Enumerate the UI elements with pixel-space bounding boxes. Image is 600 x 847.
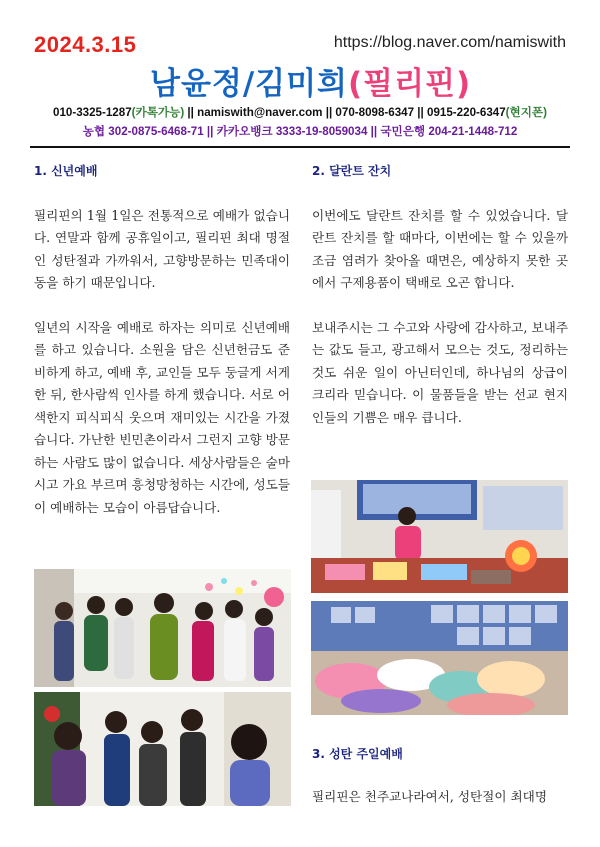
photo-donated-goods-table	[311, 480, 568, 593]
section-heading-christmas-service: 3. 성탄 주일예배	[312, 747, 403, 761]
section1-paragraph-2: 일년의 시작을 예배로 하자는 의미로 신년예배를 하고 있습니다. 소원을 담은 신년헌금도 준비하게 하고, 예배 후, 교인들 모두 둥글게 서게 한 뒤, 한사람씩 인사를 하게 했습니다. 서로 어색한지 피식피식 웃으며 재미있는 시간을 가졌습니다. 가난한 빈민촌이라서 그런지 고향 방문하는 사람도 많이 없습니다. 세상사람들은 술마시고 가요 부르며 흥청망청하는 시간에, 성도들이 예배하는 모습이 아름답습니다.	[34, 319, 290, 515]
section-heading-new-year-service: 1. 신년예배	[34, 164, 98, 178]
section3-paragraph-1: 필리핀은 천주교나라여서, 성탄절이 최대명	[312, 789, 547, 804]
section-heading-talent-party: 2. 달란트 잔치	[312, 164, 392, 178]
missionary-names-title	[150, 58, 471, 103]
left-column	[34, 156, 290, 541]
right-column	[312, 156, 568, 451]
separator: ||	[322, 106, 336, 119]
phone-local-note: (현지폰)	[505, 106, 547, 119]
bank-accounts-line: 농협 302-0875-6468-71 || 카카오뱅크 3333-19-8059034 || 국민은행 204-21-1448-712	[82, 125, 518, 138]
email-address[interactable]: namiswith@naver.com	[197, 106, 323, 119]
separator: ||	[184, 106, 198, 119]
photo-clothes-donations	[311, 601, 568, 715]
section2-paragraph-1: 이번에도 달란트 잔치를 할 수 있었습니다. 달란트 잔치를 할 때마다, 이번에는 할 수 있을까 조금 염려가 찾아올 때면은, 예상하지 못한 곳에서 구제용품이 택배로 오곤 합니다.	[312, 207, 568, 290]
country-text: (필리핀)	[348, 66, 472, 102]
phone-primary: 010-3325-1287	[53, 106, 132, 119]
names-text: 남윤정/김미희	[150, 66, 348, 102]
newsletter-date: 2024.3.15	[34, 32, 137, 57]
photo-greeting-line	[34, 692, 291, 806]
blog-url[interactable]: https://blog.naver.com/namiswith	[333, 34, 566, 51]
phone-local: 0915-220-6347	[427, 106, 506, 119]
photo-new-year-greeting	[34, 569, 291, 687]
section2-paragraph-2: 보내주시는 그 수고와 사랑에 감사하고, 보내주는 값도 들고, 광고해서 모으는 것도, 정리하는 것도 쉬운 일이 아닌터인데, 하나님의 상급이 크리라 믿습니다. 이 물품들을 받는 선교 현지인들의 기쁨은 매우 큽니다.	[312, 319, 568, 425]
header-divider	[30, 146, 570, 148]
separator: ||	[414, 106, 428, 119]
phone-secondary: 070-8098-6347	[335, 106, 415, 119]
section1-paragraph-1: 필리핀의 1월 1일은 전통적으로 예배가 없습니다. 연말과 함께 공휴일이고, 필리핀 최대 명절인 성탄절과 가까워서, 고향방문하는 민족대이동을 하기 때문입니다.	[34, 207, 290, 290]
phone-primary-note: (카톡가능)	[131, 106, 185, 119]
contact-line	[0, 104, 600, 120]
